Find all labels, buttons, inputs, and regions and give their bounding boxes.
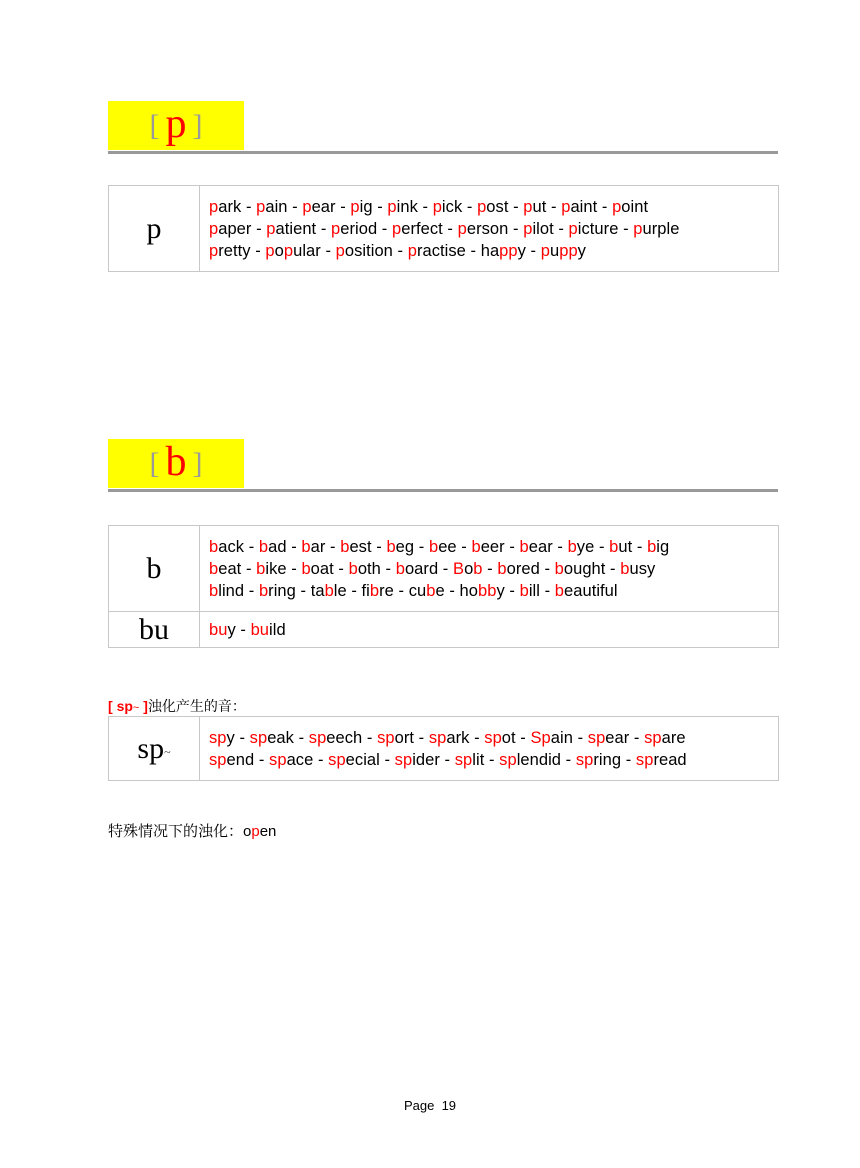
highlighted-letters: sp: [308, 729, 327, 747]
word-list-cell: [200, 186, 779, 272]
highlighted-letters: p: [477, 198, 487, 216]
word-text: eech -: [326, 729, 378, 747]
word-text: ring - ta: [268, 582, 325, 600]
highlighted-letters: b: [340, 538, 350, 556]
page-label: Page: [403, 1098, 435, 1113]
highlighted-letters: b: [348, 560, 358, 578]
word-line: [209, 240, 770, 262]
word-text: eriod -: [340, 220, 392, 238]
word-line: [209, 727, 770, 749]
highlighted-letters: sp: [587, 729, 606, 747]
word-text: osition -: [344, 242, 408, 260]
word-text: u: [549, 242, 560, 260]
word-text: ider -: [412, 751, 455, 769]
sp-note: [108, 696, 246, 716]
highlighted-letters: b: [519, 582, 529, 600]
word-text: y -: [496, 582, 520, 600]
word-text: erfect -: [401, 220, 458, 238]
word-line: [209, 536, 770, 558]
heading-highlight: [108, 439, 244, 488]
highlighted-letters: p: [387, 198, 397, 216]
word-line: [209, 619, 770, 641]
table-row: [109, 612, 779, 648]
letter-key: p: [146, 211, 162, 245]
phoneme-symbol: b: [165, 438, 187, 485]
highlighted-letters: b: [256, 560, 266, 578]
highlighted-letters: p: [407, 242, 417, 260]
table-row: [109, 526, 779, 612]
highlighted-letters: b: [209, 582, 219, 600]
word-text: ain -: [550, 729, 588, 747]
highlighted-letters: b: [258, 538, 269, 556]
highlighted-letters: b: [473, 560, 483, 578]
highlighted-letters: sp: [269, 751, 287, 769]
highlighted-letters: b: [301, 560, 311, 578]
word-text: y: [577, 242, 586, 260]
highlighted-letters: b: [554, 560, 564, 578]
word-text: ecial -: [345, 751, 395, 769]
highlighted-letters: sp: [499, 751, 517, 769]
word-text: usy: [629, 560, 656, 578]
highlighted-letters: sp: [209, 751, 227, 769]
highlighted-letters: b: [369, 582, 380, 600]
highlighted-letters: b: [647, 538, 657, 556]
highlighted-letters: p: [256, 198, 266, 216]
word-text: ark -: [218, 198, 257, 216]
page-footer: [0, 1098, 860, 1113]
highlighted-letters: sp: [209, 729, 227, 747]
highlighted-letters: b: [301, 538, 311, 556]
word-table-p: [108, 185, 779, 272]
word-text: aper -: [218, 220, 267, 238]
word-text: ot -: [501, 729, 531, 747]
word-list-cell: [200, 612, 779, 648]
phoneme-symbol: p: [165, 100, 187, 147]
word-text: oint: [621, 198, 649, 216]
highlighted-letters: sp: [484, 729, 502, 747]
word-text: ut -: [618, 538, 648, 556]
highlighted-letters: p: [561, 198, 571, 216]
word-text: ark -: [446, 729, 485, 747]
word-text: re - cu: [379, 582, 427, 600]
word-text: est -: [349, 538, 387, 556]
word-text: ee -: [438, 538, 472, 556]
word-text: ig -: [359, 198, 388, 216]
highlighted-letters: sp: [394, 751, 413, 769]
word-text: ill -: [528, 582, 555, 600]
word-text: y -: [226, 729, 250, 747]
sp-note-open: [: [108, 698, 117, 714]
word-text: ye -: [576, 538, 610, 556]
letter-key-tilde: ~: [164, 744, 171, 759]
word-text: ular -: [293, 242, 336, 260]
word-text: ear -: [311, 198, 351, 216]
word-line: [209, 196, 770, 218]
bracket-open: [: [149, 446, 160, 480]
section-heading-b: [108, 439, 778, 492]
highlighted-letters: b: [497, 560, 507, 578]
highlighted-letters: b: [209, 560, 219, 578]
word-text: lind -: [218, 582, 259, 600]
highlighted-letters: p: [633, 220, 643, 238]
highlighted-letters: p: [283, 242, 294, 260]
section-heading-p: [108, 101, 778, 154]
letter-key: sp: [137, 731, 165, 765]
word-text: ad -: [268, 538, 302, 556]
word-text: urple: [642, 220, 680, 238]
word-text: o: [274, 242, 284, 260]
highlighted-letters: p: [302, 198, 312, 216]
highlighted-letters: b: [209, 538, 219, 556]
highlighted-letters: p: [432, 198, 442, 216]
word-text: eautiful: [564, 582, 618, 600]
word-text: ick -: [441, 198, 478, 216]
word-text: ilot -: [532, 220, 569, 238]
highlighted-letters: p: [331, 220, 341, 238]
highlighted-letters: sp: [249, 729, 268, 747]
word-text: y -: [517, 242, 541, 260]
word-text: ring -: [593, 751, 636, 769]
word-line: [209, 558, 770, 580]
word-text: erson -: [466, 220, 524, 238]
word-table-sp: [108, 716, 779, 781]
highlighted-letters: sp: [328, 751, 346, 769]
word-text: eat -: [218, 560, 257, 578]
highlighted-letters: bb: [478, 582, 497, 600]
word-text: read: [653, 751, 687, 769]
word-text: ear -: [605, 729, 645, 747]
highlighted-letters: b: [395, 560, 405, 578]
highlighted-letters: p: [457, 220, 467, 238]
highlighted-letters: p: [523, 220, 533, 238]
highlighted-letters: bu: [250, 621, 270, 639]
bracket-close: ]: [192, 108, 203, 142]
special-note-word-red: p: [251, 823, 260, 840]
word-text: e - ho: [435, 582, 478, 600]
word-text: eg -: [395, 538, 429, 556]
word-text: ought -: [563, 560, 621, 578]
word-line: [209, 218, 770, 240]
highlighted-letters: b: [324, 582, 334, 600]
highlighted-letters: b: [609, 538, 619, 556]
word-text: ain -: [265, 198, 303, 216]
highlighted-letters: p: [540, 242, 550, 260]
table-row: [109, 717, 779, 781]
highlighted-letters: b: [426, 582, 436, 600]
highlighted-letters: p: [209, 242, 219, 260]
word-text: retty -: [218, 242, 266, 260]
letter-key-cell: [109, 186, 200, 272]
word-text: are: [661, 729, 686, 747]
highlighted-letters: bu: [209, 621, 228, 639]
page-number: 19: [441, 1098, 457, 1113]
word-text: atient -: [275, 220, 331, 238]
highlighted-letters: sp: [454, 751, 473, 769]
highlighted-letters: pp: [499, 242, 518, 260]
word-text: le - fi: [333, 582, 370, 600]
word-list-cell: [200, 717, 779, 781]
word-text: aint -: [570, 198, 613, 216]
highlighted-letters: b: [471, 538, 481, 556]
word-table-b: [108, 525, 779, 648]
highlighted-letters: b: [428, 538, 439, 556]
word-text: eak -: [267, 729, 309, 747]
word-text: icture -: [577, 220, 634, 238]
highlighted-letters: b: [258, 582, 269, 600]
word-text: eer -: [480, 538, 520, 556]
special-note-text: 特殊情况下的浊化：: [108, 823, 244, 840]
word-text: ost -: [486, 198, 524, 216]
word-line: [209, 580, 770, 602]
word-text: ild: [269, 621, 286, 639]
sp-note-text: 浊化产生的音：: [147, 698, 246, 714]
word-text: ar -: [310, 538, 341, 556]
bracket-close: ]: [192, 446, 203, 480]
highlighted-letters: p: [350, 198, 360, 216]
highlighted-letters: sp: [575, 751, 594, 769]
letter-key-cell: [109, 526, 200, 612]
highlighted-letters: p: [392, 220, 402, 238]
sp-note-close: ]: [139, 698, 148, 714]
word-text: ink -: [396, 198, 433, 216]
word-text: oth -: [357, 560, 396, 578]
highlighted-letters: b: [567, 538, 577, 556]
special-note-word-start: o: [243, 823, 252, 840]
highlighted-letters: p: [209, 220, 219, 238]
special-note-word-end: en: [259, 823, 277, 840]
highlighted-letters: Sp: [530, 729, 551, 747]
letter-key: bu: [139, 612, 169, 646]
word-text: lit -: [472, 751, 500, 769]
sp-note-tilde: ~: [132, 702, 140, 714]
highlighted-letters: sp: [428, 729, 447, 747]
word-text: ractise - ha: [416, 242, 500, 260]
highlighted-letters: b: [519, 538, 529, 556]
word-text: ike -: [265, 560, 302, 578]
word-text: ored -: [506, 560, 555, 578]
highlighted-letters: p: [568, 220, 578, 238]
letter-key-cell: [109, 612, 200, 648]
word-text: ut -: [532, 198, 562, 216]
word-text: o: [464, 560, 474, 578]
highlighted-letters: pp: [559, 242, 578, 260]
highlighted-letters: p: [523, 198, 533, 216]
highlighted-letters: p: [266, 220, 276, 238]
highlighted-letters: p: [265, 242, 275, 260]
word-line: [209, 749, 770, 771]
table-row: [109, 186, 779, 272]
special-note: [108, 820, 276, 841]
word-text: ack -: [218, 538, 259, 556]
word-text: lendid -: [516, 751, 576, 769]
letter-key: b: [146, 551, 162, 585]
word-text: ace -: [286, 751, 329, 769]
highlighted-letters: b: [554, 582, 565, 600]
word-text: oard -: [404, 560, 453, 578]
word-text: y -: [227, 621, 251, 639]
word-text: end -: [226, 751, 270, 769]
sp-note-sp: sp: [116, 698, 133, 714]
word-text: ear -: [528, 538, 568, 556]
heading-highlight: [108, 101, 244, 150]
word-text: -: [482, 560, 498, 578]
bracket-open: [: [149, 108, 160, 142]
highlighted-letters: p: [209, 198, 219, 216]
word-text: oat -: [310, 560, 349, 578]
highlighted-letters: b: [620, 560, 630, 578]
highlighted-letters: p: [612, 198, 622, 216]
word-text: ort -: [394, 729, 429, 747]
highlighted-letters: sp: [377, 729, 395, 747]
highlighted-letters: B: [453, 560, 465, 578]
highlighted-letters: sp: [635, 751, 654, 769]
word-list-cell: [200, 526, 779, 612]
word-text: ig: [656, 538, 670, 556]
highlighted-letters: b: [386, 538, 396, 556]
highlighted-letters: sp: [644, 729, 662, 747]
letter-key-cell: [109, 717, 200, 781]
highlighted-letters: p: [335, 242, 345, 260]
